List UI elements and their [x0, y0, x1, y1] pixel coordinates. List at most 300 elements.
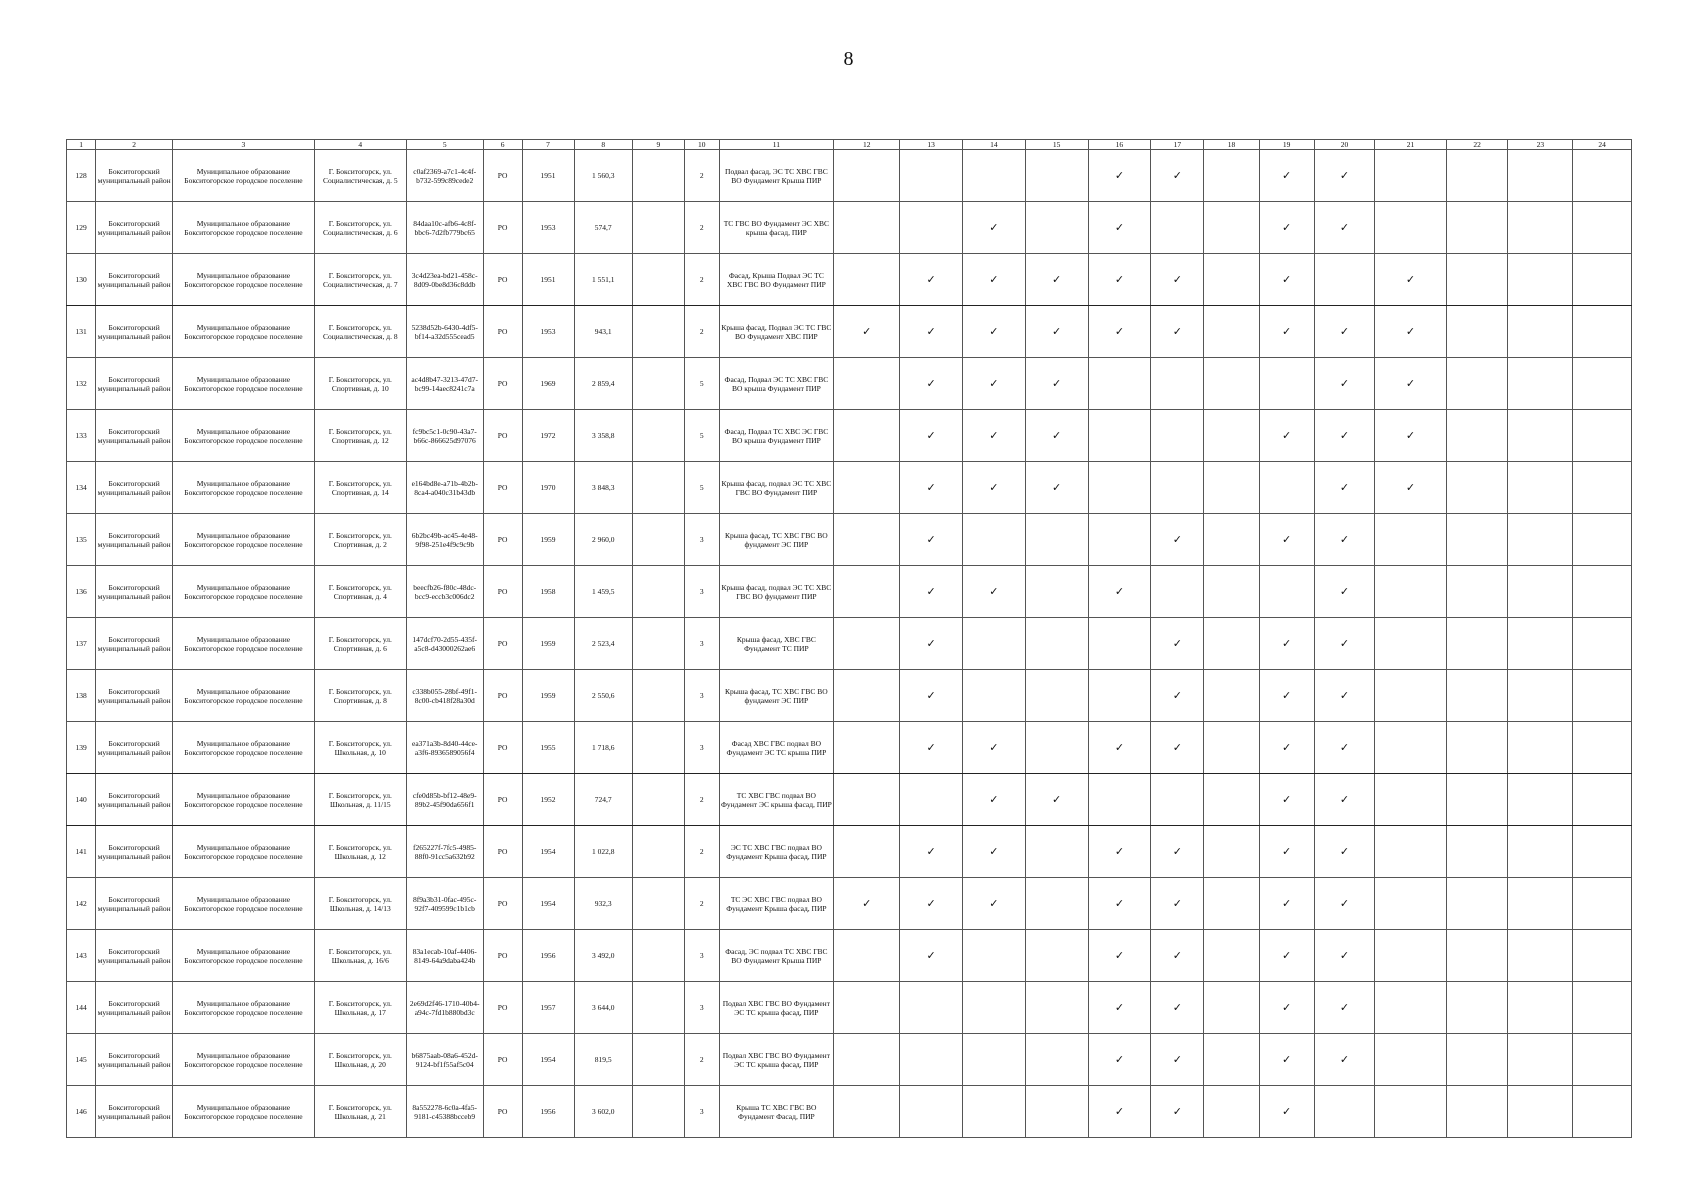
empty-cell	[1573, 150, 1632, 202]
type-cell: РО	[483, 306, 522, 358]
row-number: 132	[67, 358, 96, 410]
check-mark-icon: ✓	[1339, 480, 1350, 494]
check-mark-icon: ✓	[1405, 272, 1416, 286]
check-cell	[1151, 878, 1204, 930]
floors-cell: 2	[684, 150, 719, 202]
check-cell	[1314, 462, 1375, 514]
empty-cell	[834, 202, 900, 254]
check-cell	[1025, 306, 1088, 358]
empty-cell	[1508, 410, 1573, 462]
check-mark-icon: ✓	[1114, 168, 1125, 182]
check-mark-icon: ✓	[1339, 532, 1350, 546]
area-cell: 2 859,4	[574, 358, 632, 410]
type-cell: РО	[483, 254, 522, 306]
guid-cell: ac4d8b47-3213-47d7-bc99-14aec8241c7a	[406, 358, 483, 410]
works-cell: Фасад ХВС ГВС подвал ВО Фундамент ЭС ТС крыша ПИР	[719, 722, 834, 774]
check-mark-icon: ✓	[1339, 584, 1350, 598]
guid-cell: 3c4d23ea-bd21-458c-8d09-0be8d36c8ddb	[406, 254, 483, 306]
works-cell: Крыша фасад, ТС ХВС ГВС ВО фундамент ЭС ПИР	[719, 670, 834, 722]
check-cell	[1088, 1086, 1151, 1138]
municipality-cell: Муниципальное образование Бокситогорское городское поселение	[173, 410, 315, 462]
empty-cell	[963, 1086, 1026, 1138]
empty-cell	[1446, 878, 1508, 930]
empty-cell	[1508, 514, 1573, 566]
check-cell	[900, 670, 963, 722]
check-cell	[1259, 1086, 1314, 1138]
column-header: 17	[1151, 140, 1204, 150]
empty-cell	[1025, 826, 1088, 878]
empty-cell	[1025, 202, 1088, 254]
column-header: 11	[719, 140, 834, 150]
check-mark-icon: ✓	[1405, 376, 1416, 390]
table-row	[67, 618, 1632, 670]
empty-cell	[632, 618, 684, 670]
row-number: 146	[67, 1086, 96, 1138]
column-header: 19	[1259, 140, 1314, 150]
district-cell: Бокситогорский муниципальный район	[96, 202, 173, 254]
guid-cell: f265227f-7fc5-4985-88f0-91cc5a632b92	[406, 826, 483, 878]
empty-cell	[1508, 982, 1573, 1034]
column-header: 20	[1314, 140, 1375, 150]
empty-cell	[900, 1086, 963, 1138]
empty-cell	[1375, 982, 1446, 1034]
guid-cell: fc9bc5c1-0c90-43a7-b66c-866625d97076	[406, 410, 483, 462]
empty-cell	[834, 930, 900, 982]
check-cell	[1259, 306, 1314, 358]
empty-cell	[834, 982, 900, 1034]
table-row	[67, 462, 1632, 514]
column-header: 24	[1573, 140, 1632, 150]
empty-cell	[1151, 462, 1204, 514]
municipality-cell: Муниципальное образование Бокситогорское городское поселение	[173, 1086, 315, 1138]
check-cell	[1088, 566, 1151, 618]
district-cell: Бокситогорский муниципальный район	[96, 566, 173, 618]
column-header: 12	[834, 140, 900, 150]
check-mark-icon: ✓	[926, 480, 936, 494]
check-mark-icon: ✓	[1282, 324, 1292, 338]
check-mark-icon: ✓	[1172, 948, 1182, 962]
empty-cell	[1204, 618, 1259, 670]
check-cell	[900, 566, 963, 618]
check-cell	[1259, 930, 1314, 982]
district-cell: Бокситогорский муниципальный район	[96, 878, 173, 930]
address-cell: Г. Бокситогорск, ул. Спортивная, д. 14	[314, 462, 406, 514]
check-mark-icon: ✓	[989, 792, 999, 806]
column-header: 3	[173, 140, 315, 150]
empty-cell	[1508, 202, 1573, 254]
check-mark-icon: ✓	[989, 480, 999, 494]
check-cell	[1314, 670, 1375, 722]
check-cell	[1314, 1034, 1375, 1086]
check-mark-icon: ✓	[1282, 792, 1292, 806]
check-cell	[1314, 514, 1375, 566]
empty-cell	[632, 254, 684, 306]
check-cell	[1088, 202, 1151, 254]
check-mark-icon: ✓	[1282, 1104, 1292, 1118]
check-cell	[834, 878, 900, 930]
empty-cell	[1573, 566, 1632, 618]
type-cell: РО	[483, 202, 522, 254]
check-mark-icon: ✓	[1405, 480, 1416, 494]
type-cell: РО	[483, 150, 522, 202]
district-cell: Бокситогорский муниципальный район	[96, 826, 173, 878]
table-row	[67, 826, 1632, 878]
table-body	[67, 150, 1632, 1138]
check-cell	[1151, 982, 1204, 1034]
municipality-cell: Муниципальное образование Бокситогорское городское поселение	[173, 306, 315, 358]
year-cell: 1955	[522, 722, 574, 774]
empty-cell	[632, 462, 684, 514]
works-cell: Фасад, Подвал ТС ХВС ЭС ГВС ВО крыша Фундамент ПИР	[719, 410, 834, 462]
empty-cell	[1151, 774, 1204, 826]
check-cell	[963, 462, 1026, 514]
empty-cell	[1446, 566, 1508, 618]
empty-cell	[1375, 670, 1446, 722]
column-header: 9	[632, 140, 684, 150]
check-cell	[1314, 150, 1375, 202]
check-cell	[1314, 878, 1375, 930]
empty-cell	[1573, 462, 1632, 514]
empty-cell	[1573, 878, 1632, 930]
row-number: 134	[67, 462, 96, 514]
empty-cell	[632, 670, 684, 722]
check-cell	[1151, 722, 1204, 774]
address-cell: Г. Бокситогорск, ул. Спортивная, д. 8	[314, 670, 406, 722]
type-cell: РО	[483, 462, 522, 514]
column-header: 13	[900, 140, 963, 150]
row-number: 130	[67, 254, 96, 306]
empty-cell	[1508, 566, 1573, 618]
check-mark-icon: ✓	[1339, 324, 1350, 338]
check-mark-icon: ✓	[1282, 688, 1292, 702]
row-number: 136	[67, 566, 96, 618]
empty-cell	[632, 930, 684, 982]
municipality-cell: Муниципальное образование Бокситогорское городское поселение	[173, 254, 315, 306]
address-cell: Г. Бокситогорск, ул. Школьная, д. 12	[314, 826, 406, 878]
address-cell: Г. Бокситогорск, ул. Школьная, д. 10	[314, 722, 406, 774]
year-cell: 1972	[522, 410, 574, 462]
check-cell	[900, 618, 963, 670]
check-cell	[834, 306, 900, 358]
header-row	[67, 140, 1632, 150]
check-mark-icon: ✓	[1282, 740, 1292, 754]
guid-cell: c338b055-28bf-49f1-8c00-cb418f28a30d	[406, 670, 483, 722]
table-row	[67, 670, 1632, 722]
type-cell: РО	[483, 566, 522, 618]
empty-cell	[834, 514, 900, 566]
year-cell: 1958	[522, 566, 574, 618]
check-cell	[1088, 722, 1151, 774]
register-table-container	[66, 139, 1632, 1138]
area-cell: 3 358,8	[574, 410, 632, 462]
floors-cell: 5	[684, 462, 719, 514]
type-cell: РО	[483, 722, 522, 774]
empty-cell	[1088, 462, 1151, 514]
check-cell	[900, 306, 963, 358]
check-mark-icon: ✓	[926, 896, 936, 910]
check-mark-icon: ✓	[1282, 272, 1292, 286]
row-number: 133	[67, 410, 96, 462]
year-cell: 1970	[522, 462, 574, 514]
empty-cell	[1573, 774, 1632, 826]
empty-cell	[963, 618, 1026, 670]
empty-cell	[1446, 202, 1508, 254]
check-cell	[1088, 254, 1151, 306]
check-cell	[1314, 722, 1375, 774]
year-cell: 1953	[522, 202, 574, 254]
floors-cell: 2	[684, 202, 719, 254]
check-cell	[1151, 150, 1204, 202]
municipality-cell: Муниципальное образование Бокситогорское городское поселение	[173, 878, 315, 930]
check-cell	[1259, 1034, 1314, 1086]
empty-cell	[1204, 306, 1259, 358]
check-mark-icon: ✓	[1052, 324, 1062, 338]
row-number: 144	[67, 982, 96, 1034]
check-mark-icon: ✓	[926, 272, 936, 286]
check-mark-icon: ✓	[989, 376, 999, 390]
empty-cell	[632, 826, 684, 878]
empty-cell	[1204, 566, 1259, 618]
empty-cell	[1088, 514, 1151, 566]
check-mark-icon: ✓	[1339, 740, 1350, 754]
empty-cell	[632, 1034, 684, 1086]
check-mark-icon: ✓	[1172, 532, 1182, 546]
floors-cell: 3	[684, 722, 719, 774]
empty-cell	[1025, 930, 1088, 982]
works-cell: Подвал ХВС ГВС ВО Фундамент ЭС ТС крыша фасад, ПИР	[719, 1034, 834, 1086]
row-number: 141	[67, 826, 96, 878]
area-cell: 943,1	[574, 306, 632, 358]
empty-cell	[1314, 254, 1375, 306]
empty-cell	[1375, 618, 1446, 670]
empty-cell	[1151, 566, 1204, 618]
check-cell	[1259, 618, 1314, 670]
empty-cell	[1204, 1034, 1259, 1086]
empty-cell	[1446, 774, 1508, 826]
check-cell	[1259, 410, 1314, 462]
empty-cell	[1573, 1086, 1632, 1138]
table-row	[67, 254, 1632, 306]
row-number: 131	[67, 306, 96, 358]
address-cell: Г. Бокситогорск, ул. Социалистическая, д. 6	[314, 202, 406, 254]
check-mark-icon: ✓	[1052, 272, 1062, 286]
empty-cell	[1446, 1034, 1508, 1086]
year-cell: 1954	[522, 1034, 574, 1086]
check-mark-icon: ✓	[1114, 1104, 1125, 1118]
check-cell	[1314, 566, 1375, 618]
empty-cell	[1375, 1086, 1446, 1138]
empty-cell	[1446, 618, 1508, 670]
check-mark-icon: ✓	[1114, 584, 1125, 598]
check-mark-icon: ✓	[1172, 688, 1182, 702]
empty-cell	[1088, 774, 1151, 826]
check-cell	[1259, 982, 1314, 1034]
empty-cell	[1446, 670, 1508, 722]
district-cell: Бокситогорский муниципальный район	[96, 150, 173, 202]
empty-cell	[1508, 358, 1573, 410]
check-mark-icon: ✓	[1172, 272, 1182, 286]
check-cell	[900, 254, 963, 306]
address-cell: Г. Бокситогорск, ул. Спортивная, д. 6	[314, 618, 406, 670]
check-cell	[963, 306, 1026, 358]
check-cell	[1151, 826, 1204, 878]
guid-cell: beecfb26-f80c-48dc-bcc9-eccb3c006dc2	[406, 566, 483, 618]
district-cell: Бокситогорский муниципальный район	[96, 462, 173, 514]
check-mark-icon: ✓	[1114, 324, 1125, 338]
check-mark-icon: ✓	[1405, 428, 1416, 442]
area-cell: 932,3	[574, 878, 632, 930]
year-cell: 1953	[522, 306, 574, 358]
empty-cell	[632, 566, 684, 618]
empty-cell	[1375, 722, 1446, 774]
type-cell: РО	[483, 410, 522, 462]
table-row	[67, 358, 1632, 410]
year-cell: 1951	[522, 254, 574, 306]
check-cell	[963, 410, 1026, 462]
address-cell: Г. Бокситогорск, ул. Школьная, д. 14/13	[314, 878, 406, 930]
empty-cell	[1573, 1034, 1632, 1086]
empty-cell	[632, 1086, 684, 1138]
empty-cell	[1375, 202, 1446, 254]
check-cell	[1088, 1034, 1151, 1086]
row-number: 139	[67, 722, 96, 774]
check-mark-icon: ✓	[1282, 636, 1292, 650]
empty-cell	[1204, 150, 1259, 202]
check-mark-icon: ✓	[1282, 948, 1292, 962]
check-cell	[1259, 878, 1314, 930]
check-cell	[963, 202, 1026, 254]
check-cell	[1259, 202, 1314, 254]
guid-cell: 8a552278-6c0a-4fa5-9181-c45388bcceb9	[406, 1086, 483, 1138]
area-cell: 3 602,0	[574, 1086, 632, 1138]
row-number: 140	[67, 774, 96, 826]
empty-cell	[834, 150, 900, 202]
empty-cell	[632, 202, 684, 254]
empty-cell	[1204, 930, 1259, 982]
check-cell	[900, 722, 963, 774]
guid-cell: e164bd8e-a71b-4b2b-8ca4-a040c31b43db	[406, 462, 483, 514]
check-cell	[900, 878, 963, 930]
column-header: 1	[67, 140, 96, 150]
area-cell: 3 492,0	[574, 930, 632, 982]
guid-cell: 84daa10c-afb6-4c8f-bbc6-7d2fb779bc65	[406, 202, 483, 254]
row-number: 135	[67, 514, 96, 566]
column-header: 2	[96, 140, 173, 150]
floors-cell: 2	[684, 1034, 719, 1086]
empty-cell	[963, 930, 1026, 982]
year-cell: 1959	[522, 514, 574, 566]
empty-cell	[632, 774, 684, 826]
guid-cell: 6b2bc49b-ac45-4e48-9f98-251e4f9c9c9b	[406, 514, 483, 566]
check-cell	[1151, 930, 1204, 982]
column-header: 18	[1204, 140, 1259, 150]
check-cell	[900, 462, 963, 514]
check-mark-icon: ✓	[926, 532, 936, 546]
check-mark-icon: ✓	[989, 272, 999, 286]
empty-cell	[1025, 722, 1088, 774]
column-header: 7	[522, 140, 574, 150]
check-cell	[1375, 410, 1446, 462]
empty-cell	[1259, 462, 1314, 514]
row-number: 137	[67, 618, 96, 670]
check-cell	[1088, 306, 1151, 358]
area-cell: 724,7	[574, 774, 632, 826]
empty-cell	[1508, 254, 1573, 306]
check-cell	[1025, 254, 1088, 306]
check-cell	[1314, 358, 1375, 410]
row-number: 138	[67, 670, 96, 722]
works-cell: ЭС ТС ХВС ГВС подвал ВО Фундамент Крыша фасад, ПИР	[719, 826, 834, 878]
check-mark-icon: ✓	[1339, 428, 1350, 442]
floors-cell: 2	[684, 254, 719, 306]
empty-cell	[1446, 930, 1508, 982]
empty-cell	[1375, 1034, 1446, 1086]
empty-cell	[632, 722, 684, 774]
empty-cell	[1508, 930, 1573, 982]
empty-cell	[1573, 618, 1632, 670]
guid-cell: c0af2369-a7c1-4c4f-b732-599c89cede2	[406, 150, 483, 202]
municipality-cell: Муниципальное образование Бокситогорское городское поселение	[173, 982, 315, 1034]
check-mark-icon: ✓	[1052, 376, 1062, 390]
check-mark-icon: ✓	[1339, 844, 1350, 858]
empty-cell	[1508, 1086, 1573, 1138]
check-cell	[1375, 306, 1446, 358]
empty-cell	[963, 514, 1026, 566]
empty-cell	[1446, 1086, 1508, 1138]
address-cell: Г. Бокситогорск, ул. Школьная, д. 21	[314, 1086, 406, 1138]
empty-cell	[963, 670, 1026, 722]
empty-cell	[1573, 202, 1632, 254]
check-cell	[963, 358, 1026, 410]
check-mark-icon: ✓	[926, 844, 936, 858]
empty-cell	[1508, 1034, 1573, 1086]
year-cell: 1954	[522, 826, 574, 878]
check-mark-icon: ✓	[1114, 220, 1125, 234]
floors-cell: 5	[684, 358, 719, 410]
empty-cell	[1204, 826, 1259, 878]
floors-cell: 2	[684, 826, 719, 878]
check-cell	[1025, 774, 1088, 826]
table-row	[67, 1086, 1632, 1138]
empty-cell	[1088, 410, 1151, 462]
check-cell	[1088, 826, 1151, 878]
check-cell	[900, 514, 963, 566]
check-cell	[1151, 670, 1204, 722]
check-mark-icon: ✓	[1339, 376, 1350, 390]
empty-cell	[900, 202, 963, 254]
check-cell	[1375, 462, 1446, 514]
guid-cell: 8f9a3b31-0fac-495c-92f7-409599c1b1cb	[406, 878, 483, 930]
check-cell	[1314, 618, 1375, 670]
column-header: 16	[1088, 140, 1151, 150]
area-cell: 574,7	[574, 202, 632, 254]
column-header: 22	[1446, 140, 1508, 150]
check-cell	[1151, 514, 1204, 566]
address-cell: Г. Бокситогорск, ул. Спортивная, д. 10	[314, 358, 406, 410]
empty-cell	[1025, 982, 1088, 1034]
check-mark-icon: ✓	[926, 636, 936, 650]
empty-cell	[1204, 202, 1259, 254]
guid-cell: cfe0d85b-bf12-48e9-89b2-45f90da656f1	[406, 774, 483, 826]
table-row	[67, 878, 1632, 930]
check-mark-icon: ✓	[1114, 1000, 1125, 1014]
works-cell: Подвал фасад, ЭС ТС ХВС ГВС ВО Фундамент Крыша ПИР	[719, 150, 834, 202]
guid-cell: 147dcf70-2d55-435f-a5c8-d43000262ae6	[406, 618, 483, 670]
works-cell: Крыша фасад, ТС ХВС ГВС ВО фундамент ЭС ПИР	[719, 514, 834, 566]
check-mark-icon: ✓	[989, 220, 999, 234]
column-header: 23	[1508, 140, 1573, 150]
district-cell: Бокситогорский муниципальный район	[96, 1086, 173, 1138]
